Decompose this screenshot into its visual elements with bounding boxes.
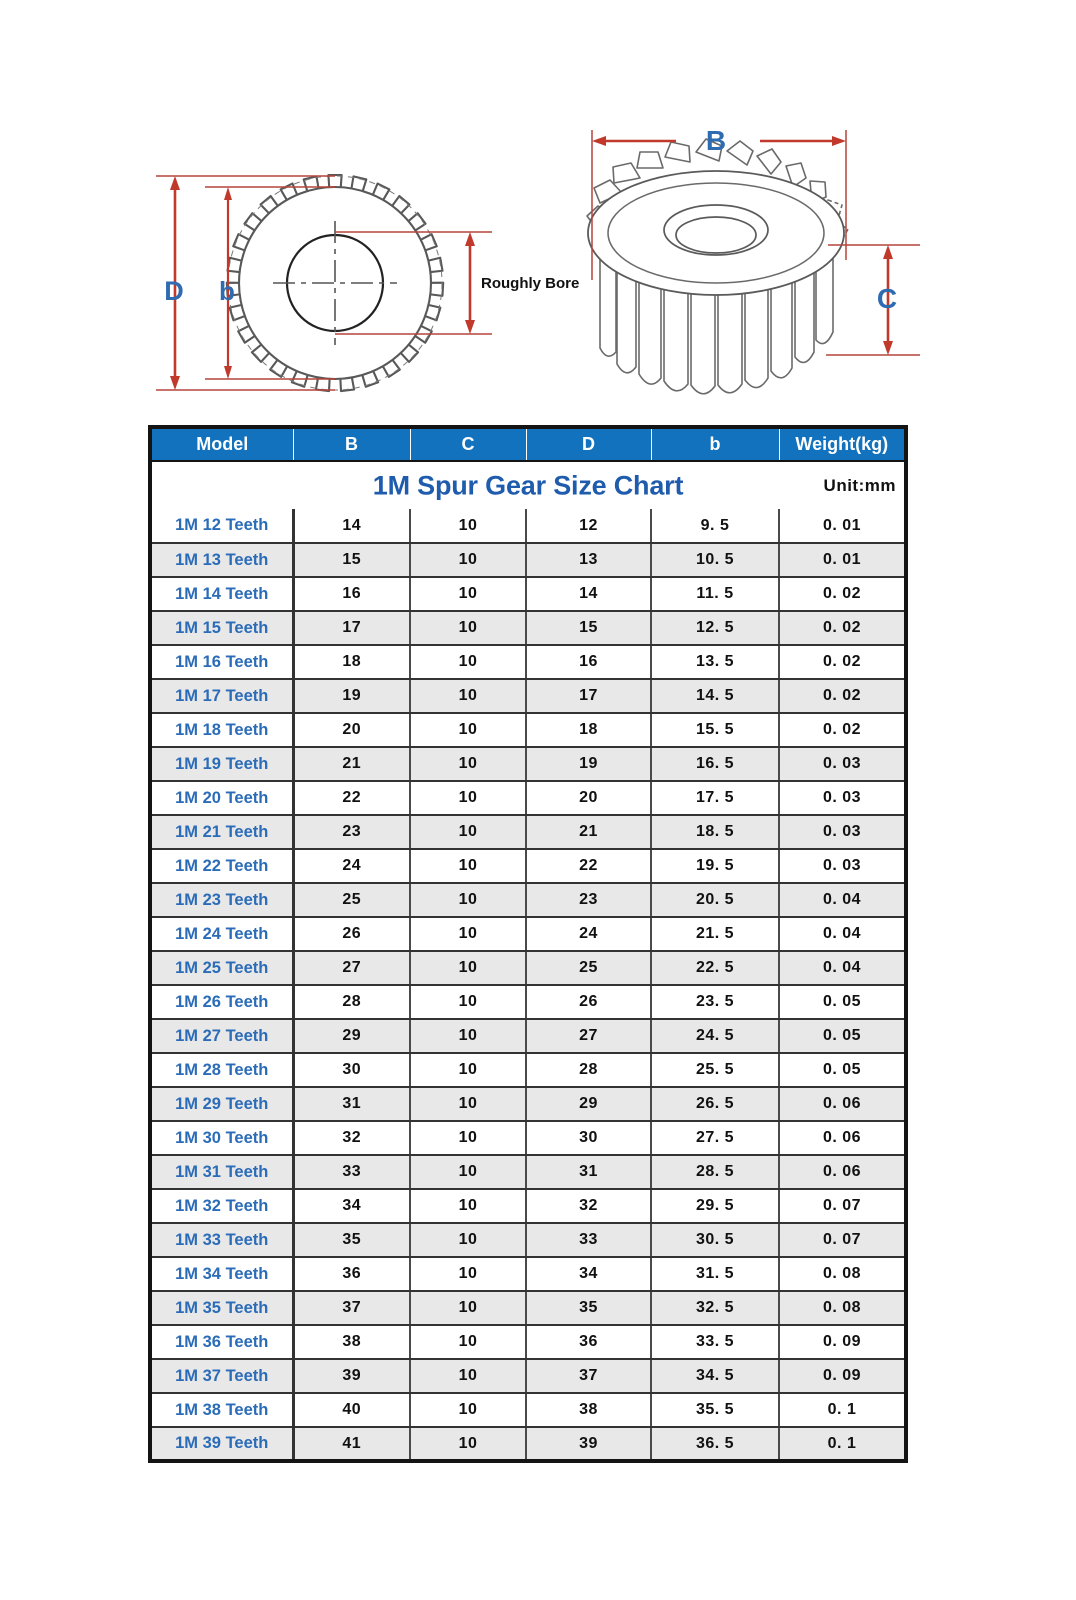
chart-title-row [150,461,906,509]
cell-c: 10 [410,1189,526,1223]
cell-d: 22 [526,849,651,883]
table-row[interactable] [150,1121,906,1155]
cell-d: 18 [526,713,651,747]
cell-d: 27 [526,1019,651,1053]
cell-bl: 23. 5 [651,985,779,1019]
cell-model: 1M 24 Teeth [150,917,293,951]
cell-weight: 0. 02 [779,577,906,611]
cell-model: 1M 20 Teeth [150,781,293,815]
table-row[interactable] [150,713,906,747]
cell-d: 35 [526,1291,651,1325]
cell-bl: 34. 5 [651,1359,779,1393]
cell-model: 1M 29 Teeth [150,1087,293,1121]
table-row[interactable] [150,985,906,1019]
gear-size-chart-container [148,425,904,1463]
cell-b: 24 [293,849,410,883]
cell-weight: 0. 01 [779,509,906,543]
cell-model: 1M 16 Teeth [150,645,293,679]
table-row[interactable] [150,543,906,577]
column-header-d[interactable]: D [526,427,651,461]
cell-bl: 12. 5 [651,611,779,645]
cell-weight: 0. 08 [779,1257,906,1291]
dimension-arrow-bore [465,232,475,334]
cell-c: 10 [410,1155,526,1189]
cell-c: 10 [410,1087,526,1121]
cell-b: 30 [293,1053,410,1087]
cell-weight: 0. 03 [779,747,906,781]
cell-d: 29 [526,1087,651,1121]
cell-b: 21 [293,747,410,781]
cell-b: 20 [293,713,410,747]
cell-c: 10 [410,1393,526,1427]
cell-b: 22 [293,781,410,815]
cell-bl: 27. 5 [651,1121,779,1155]
cell-weight: 0. 1 [779,1393,906,1427]
cell-model: 1M 36 Teeth [150,1325,293,1359]
table-header [150,427,906,461]
cell-weight: 0. 04 [779,883,906,917]
cell-d: 20 [526,781,651,815]
cell-model: 1M 37 Teeth [150,1359,293,1393]
cell-b: 25 [293,883,410,917]
cell-b: 31 [293,1087,410,1121]
cell-weight: 0. 02 [779,611,906,645]
cell-weight: 0. 06 [779,1155,906,1189]
table-row[interactable] [150,1223,906,1257]
cell-bl: 18. 5 [651,815,779,849]
gear-wheel [227,175,443,391]
cell-c: 10 [410,509,526,543]
table-row[interactable] [150,917,906,951]
cell-c: 10 [410,1121,526,1155]
cell-bl: 24. 5 [651,1019,779,1053]
table-row[interactable] [150,1359,906,1393]
column-header-model[interactable]: Model [150,427,293,461]
cell-d: 15 [526,611,651,645]
cell-weight: 0. 02 [779,645,906,679]
cell-weight: 0. 04 [779,917,906,951]
gear-diagram-svg [0,0,1076,415]
cell-weight: 0. 05 [779,985,906,1019]
column-header-c[interactable]: C [410,427,526,461]
cell-d: 36 [526,1325,651,1359]
cell-model: 1M 22 Teeth [150,849,293,883]
cell-d: 26 [526,985,651,1019]
cell-weight: 0. 04 [779,951,906,985]
cell-c: 10 [410,917,526,951]
cell-model: 1M 19 Teeth [150,747,293,781]
cell-bl: 16. 5 [651,747,779,781]
cell-bl: 29. 5 [651,1189,779,1223]
table-row[interactable] [150,951,906,985]
label-roughly-bore: Roughly Bore [481,275,580,292]
chart-title: 1M Spur Gear Size Chart [372,470,684,500]
cell-bl: 10. 5 [651,543,779,577]
cell-model: 1M 30 Teeth [150,1121,293,1155]
cell-bl: 28. 5 [651,1155,779,1189]
cell-weight: 0. 03 [779,815,906,849]
cell-c: 10 [410,883,526,917]
cell-weight: 0. 05 [779,1053,906,1087]
cell-model: 1M 14 Teeth [150,577,293,611]
gear-size-table [148,425,908,1463]
cell-bl: 9. 5 [651,509,779,543]
cell-c: 10 [410,577,526,611]
cell-bl: 11. 5 [651,577,779,611]
cell-c: 10 [410,645,526,679]
cell-weight: 0. 07 [779,1189,906,1223]
cell-d: 23 [526,883,651,917]
column-header-weight[interactable]: Weight(kg) [779,427,906,461]
table-row[interactable] [150,1053,906,1087]
cell-b: 14 [293,509,410,543]
cell-model: 1M 33 Teeth [150,1223,293,1257]
cell-model: 1M 23 Teeth [150,883,293,917]
cell-weight: 0. 06 [779,1087,906,1121]
cell-b: 23 [293,815,410,849]
cell-weight: 0. 03 [779,781,906,815]
table-row[interactable] [150,747,906,781]
cell-c: 10 [410,1257,526,1291]
cell-weight: 0. 07 [779,1223,906,1257]
table-row[interactable] [150,1393,906,1427]
cell-model: 1M 25 Teeth [150,951,293,985]
cell-d: 28 [526,1053,651,1087]
cell-c: 10 [410,713,526,747]
cell-c: 10 [410,1223,526,1257]
iso-gear-top-face [588,171,844,295]
table-row[interactable] [150,1427,906,1461]
cell-model: 1M 26 Teeth [150,985,293,1019]
cell-c: 10 [410,679,526,713]
cell-d: 37 [526,1359,651,1393]
chart-title-cell [150,461,906,509]
cell-bl: 20. 5 [651,883,779,917]
table-row[interactable] [150,815,906,849]
cell-bl: 17. 5 [651,781,779,815]
cell-b: 18 [293,645,410,679]
cell-bl: 21. 5 [651,917,779,951]
cell-d: 12 [526,509,651,543]
table-row[interactable] [150,1155,906,1189]
cell-c: 10 [410,543,526,577]
cell-weight: 0. 01 [779,543,906,577]
table-row[interactable] [150,849,906,883]
table-row[interactable] [150,509,906,543]
cell-d: 19 [526,747,651,781]
cell-bl: 30. 5 [651,1223,779,1257]
cell-d: 30 [526,1121,651,1155]
cell-c: 10 [410,747,526,781]
cell-weight: 0. 02 [779,713,906,747]
cell-bl: 32. 5 [651,1291,779,1325]
gear-root-circle [239,187,431,379]
label-D: D [164,276,184,306]
cell-d: 32 [526,1189,651,1223]
table-row[interactable] [150,1257,906,1291]
cell-b: 32 [293,1121,410,1155]
table-row[interactable] [150,1087,906,1121]
column-header-b[interactable]: B [293,427,410,461]
cell-bl: 22. 5 [651,951,779,985]
cell-bl: 15. 5 [651,713,779,747]
cell-c: 10 [410,815,526,849]
cell-weight: 0. 06 [779,1121,906,1155]
cell-b: 16 [293,577,410,611]
gear-body [140,27,384,251]
cell-b: 26 [293,917,410,951]
cell-bl: 35. 5 [651,1393,779,1427]
cell-b: 35 [293,1223,410,1257]
cell-b: 29 [293,1019,410,1053]
cell-bl: 26. 5 [651,1087,779,1121]
cell-model: 1M 32 Teeth [150,1189,293,1223]
cell-b: 27 [293,951,410,985]
iso-view-gear-group [587,125,920,394]
table-row[interactable] [150,679,906,713]
table-row[interactable] [150,645,906,679]
cell-d: 38 [526,1393,651,1427]
cell-b: 33 [293,1155,410,1189]
cell-c: 10 [410,1325,526,1359]
cell-b: 15 [293,543,410,577]
cell-d: 25 [526,951,651,985]
cell-d: 24 [526,917,651,951]
cell-bl: 25. 5 [651,1053,779,1087]
cell-bl: 36. 5 [651,1427,779,1461]
cell-b: 37 [293,1291,410,1325]
cell-d: 34 [526,1257,651,1291]
cell-model: 1M 27 Teeth [150,1019,293,1053]
cell-model: 1M 15 Teeth [150,611,293,645]
cell-model: 1M 12 Teeth [150,509,293,543]
table-row[interactable] [150,611,906,645]
cell-d: 14 [526,577,651,611]
gear-tip-circle [228,176,442,390]
cell-bl: 14. 5 [651,679,779,713]
cell-model: 1M 34 Teeth [150,1257,293,1291]
cell-model: 1M 17 Teeth [150,679,293,713]
cell-weight: 0. 08 [779,1291,906,1325]
table-header-row [150,427,906,461]
cell-b: 39 [293,1359,410,1393]
cell-c: 10 [410,1359,526,1393]
unit-note: Unit:mm [823,475,896,495]
cell-c: 10 [410,951,526,985]
table-body [150,509,906,1461]
cell-b: 17 [293,611,410,645]
cell-d: 21 [526,815,651,849]
table-row[interactable] [150,883,906,917]
cell-model: 1M 31 Teeth [150,1155,293,1189]
cell-model: 1M 39 Teeth [150,1427,293,1461]
cell-model: 1M 38 Teeth [150,1393,293,1427]
gear-diagram-area [0,0,1076,415]
table-row[interactable] [150,1291,906,1325]
cell-d: 16 [526,645,651,679]
cell-model: 1M 28 Teeth [150,1053,293,1087]
cell-bl: 19. 5 [651,849,779,883]
cell-weight: 0. 09 [779,1359,906,1393]
cell-weight: 0. 02 [779,679,906,713]
table-row[interactable] [150,577,906,611]
cell-b: 36 [293,1257,410,1291]
cell-model: 1M 21 Teeth [150,815,293,849]
cell-b: 19 [293,679,410,713]
cell-b: 41 [293,1427,410,1461]
cell-c: 10 [410,1019,526,1053]
cell-c: 10 [410,781,526,815]
cell-model: 1M 35 Teeth [150,1291,293,1325]
cell-weight: 0. 1 [779,1427,906,1461]
table-row[interactable] [150,781,906,815]
cell-d: 33 [526,1223,651,1257]
cell-bl: 31. 5 [651,1257,779,1291]
label-b: b [219,276,235,306]
cell-b: 38 [293,1325,410,1359]
cell-c: 10 [410,1053,526,1087]
cell-c: 10 [410,611,526,645]
cell-b: 34 [293,1189,410,1223]
cell-c: 10 [410,1291,526,1325]
cell-weight: 0. 03 [779,849,906,883]
cell-weight: 0. 05 [779,1019,906,1053]
cell-c: 10 [410,849,526,883]
cell-d: 17 [526,679,651,713]
cell-model: 1M 13 Teeth [150,543,293,577]
cell-model: 1M 18 Teeth [150,713,293,747]
cell-bl: 33. 5 [651,1325,779,1359]
cell-c: 10 [410,985,526,1019]
table-row[interactable] [150,1325,906,1359]
column-header-bl[interactable]: b [651,427,779,461]
label-B: B [705,125,727,156]
front-view-gear-group [0,0,579,391]
label-C: C [876,283,898,314]
cell-b: 28 [293,985,410,1019]
cell-b: 40 [293,1393,410,1427]
cell-bl: 13. 5 [651,645,779,679]
cell-d: 31 [526,1155,651,1189]
cell-c: 10 [410,1427,526,1461]
cell-d: 39 [526,1427,651,1461]
table-row[interactable] [150,1189,906,1223]
table-row[interactable] [150,1019,906,1053]
cell-d: 13 [526,543,651,577]
cell-weight: 0. 09 [779,1325,906,1359]
